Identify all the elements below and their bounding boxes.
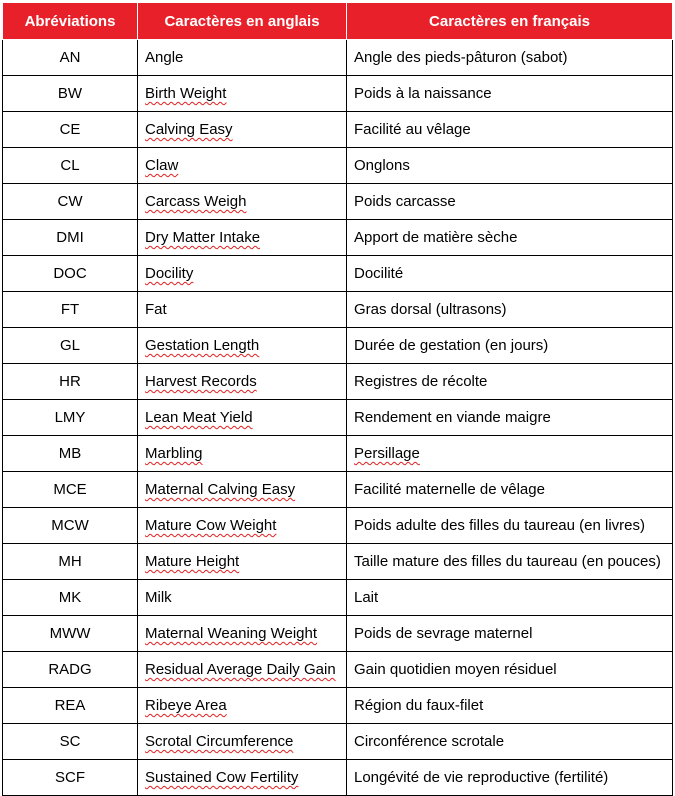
english-trait-cell — [138, 472, 347, 508]
abbreviation-cell: REA — [3, 688, 138, 724]
french-trait-text: Poids de sevrage maternel — [354, 625, 533, 642]
table-row — [3, 472, 673, 508]
french-trait-cell — [347, 76, 673, 112]
abbreviation-cell: RADG — [3, 652, 138, 688]
french-trait-cell — [347, 40, 673, 76]
french-trait-cell — [347, 256, 673, 292]
abbreviations-table — [2, 2, 673, 796]
french-trait-text: Angle des pieds-pâturon (sabot) — [354, 49, 568, 66]
french-trait-text: Région du faux-filet — [354, 697, 484, 714]
english-trait-text: Claw — [145, 157, 179, 174]
french-trait-cell — [347, 580, 673, 616]
english-trait-text: Gestation Length — [145, 337, 260, 354]
english-trait-text: Mature Cow Weight — [145, 517, 277, 534]
english-trait-text: Birth Weight — [145, 85, 227, 102]
french-trait-text: Rendement en viande maigre — [354, 409, 551, 426]
french-trait-cell — [347, 328, 673, 364]
french-trait-text: Registres de récolte — [354, 373, 488, 390]
abbreviation-cell: CE — [3, 112, 138, 148]
french-trait-text: Poids adulte des filles du taureau (en livres) — [354, 517, 645, 534]
table-row — [3, 508, 673, 544]
abbreviation-cell: DMI — [3, 220, 138, 256]
table-row — [3, 184, 673, 220]
abbreviation-cell: MWW — [3, 616, 138, 652]
french-trait-text: Onglons — [354, 157, 410, 174]
header-french-traits: Caractères en français — [347, 3, 673, 40]
header-english-traits: Caractères en anglais — [138, 3, 347, 40]
english-trait-cell — [138, 688, 347, 724]
english-trait-cell — [138, 220, 347, 256]
french-trait-cell — [347, 220, 673, 256]
english-trait-cell — [138, 508, 347, 544]
english-trait-cell — [138, 292, 347, 328]
french-trait-text: Lait — [354, 589, 379, 606]
english-trait-cell — [138, 760, 347, 796]
english-trait-text: Marbling — [145, 445, 203, 462]
english-trait-text: Harvest Records — [145, 373, 257, 390]
english-trait-text: Maternal Weaning Weight — [145, 625, 318, 642]
abbreviation-cell: MH — [3, 544, 138, 580]
french-trait-text: Docilité — [354, 265, 404, 282]
abbreviation-cell: DOC — [3, 256, 138, 292]
english-trait-cell — [138, 364, 347, 400]
document-page — [2, 2, 672, 796]
table-row — [3, 148, 673, 184]
english-trait-text: Docility — [145, 265, 194, 282]
table-row — [3, 328, 673, 364]
english-trait-text: Angle — [145, 49, 184, 66]
english-trait-text: Dry Matter Intake — [145, 229, 261, 246]
table-row — [3, 400, 673, 436]
table-body — [3, 40, 673, 796]
table-row — [3, 40, 673, 76]
english-trait-text: Ribeye Area — [145, 697, 227, 714]
table-row — [3, 112, 673, 148]
abbreviation-cell: MCE — [3, 472, 138, 508]
english-trait-text: Milk — [145, 589, 172, 606]
english-trait-text: Maternal Calving Easy — [145, 481, 296, 498]
french-trait-cell — [347, 112, 673, 148]
french-trait-cell — [347, 364, 673, 400]
english-trait-text: Fat — [145, 301, 167, 318]
table-row — [3, 256, 673, 292]
french-trait-cell — [347, 688, 673, 724]
english-trait-cell — [138, 328, 347, 364]
english-trait-cell — [138, 184, 347, 220]
french-trait-text: Poids carcasse — [354, 193, 456, 210]
french-trait-text: Facilité maternelle de vêlage — [354, 481, 545, 498]
table-row — [3, 76, 673, 112]
table-row — [3, 292, 673, 328]
english-trait-text: Residual Average Daily Gain — [145, 661, 336, 678]
english-trait-text: Sustained Cow Fertility — [145, 769, 299, 786]
english-trait-cell — [138, 436, 347, 472]
table-row — [3, 544, 673, 580]
abbreviation-cell: CL — [3, 148, 138, 184]
english-trait-cell — [138, 652, 347, 688]
abbreviation-cell: MK — [3, 580, 138, 616]
french-trait-cell — [347, 400, 673, 436]
french-trait-cell — [347, 292, 673, 328]
french-trait-cell — [347, 472, 673, 508]
french-trait-cell — [347, 148, 673, 184]
french-trait-text: Gain quotidien moyen résiduel — [354, 661, 557, 678]
french-trait-text: Circonférence scrotale — [354, 733, 505, 750]
french-trait-cell — [347, 508, 673, 544]
french-trait-cell — [347, 544, 673, 580]
french-trait-cell — [347, 724, 673, 760]
french-trait-cell — [347, 184, 673, 220]
abbreviation-cell: LMY — [3, 400, 138, 436]
table-row — [3, 688, 673, 724]
abbreviation-cell: BW — [3, 76, 138, 112]
french-trait-text: Persillage — [354, 445, 420, 462]
english-trait-cell — [138, 724, 347, 760]
french-trait-text: Poids à la naissance — [354, 85, 492, 102]
french-trait-text: Taille mature des filles du taureau (en pouces) — [354, 553, 661, 570]
english-trait-text: Carcass Weigh — [145, 193, 247, 210]
header-abbreviations: Abréviations — [3, 3, 138, 40]
table-row — [3, 436, 673, 472]
abbreviation-cell: MB — [3, 436, 138, 472]
english-trait-cell — [138, 148, 347, 184]
english-trait-cell — [138, 256, 347, 292]
english-trait-cell — [138, 40, 347, 76]
french-trait-text: Gras dorsal (ultrasons) — [354, 301, 507, 318]
english-trait-cell — [138, 112, 347, 148]
english-trait-text: Scrotal Circumference — [145, 733, 294, 750]
english-trait-text: Mature Height — [145, 553, 240, 570]
table-row — [3, 652, 673, 688]
french-trait-text: Longévité de vie reproductive (fertilité) — [354, 769, 609, 786]
abbreviation-cell: FT — [3, 292, 138, 328]
table-row — [3, 364, 673, 400]
english-trait-cell — [138, 580, 347, 616]
abbreviation-cell: HR — [3, 364, 138, 400]
table-row — [3, 724, 673, 760]
english-trait-cell — [138, 400, 347, 436]
abbreviation-cell: AN — [3, 40, 138, 76]
english-trait-cell — [138, 544, 347, 580]
french-trait-text: Durée de gestation (en jours) — [354, 337, 549, 354]
abbreviation-cell: CW — [3, 184, 138, 220]
english-trait-cell — [138, 76, 347, 112]
table-row — [3, 220, 673, 256]
french-trait-text: Apport de matière sèche — [354, 229, 518, 246]
english-trait-text: Lean Meat Yield — [145, 409, 253, 426]
french-trait-cell — [347, 652, 673, 688]
abbreviation-cell: GL — [3, 328, 138, 364]
abbreviation-cell: SC — [3, 724, 138, 760]
french-trait-cell — [347, 760, 673, 796]
english-trait-text: Calving Easy — [145, 121, 233, 138]
abbreviation-cell: SCF — [3, 760, 138, 796]
french-trait-cell — [347, 436, 673, 472]
english-trait-cell — [138, 616, 347, 652]
french-trait-cell — [347, 616, 673, 652]
french-trait-text: Facilité au vêlage — [354, 121, 471, 138]
table-header-row — [3, 3, 673, 40]
table-row — [3, 580, 673, 616]
table-row — [3, 616, 673, 652]
abbreviation-cell: MCW — [3, 508, 138, 544]
table-row — [3, 760, 673, 796]
